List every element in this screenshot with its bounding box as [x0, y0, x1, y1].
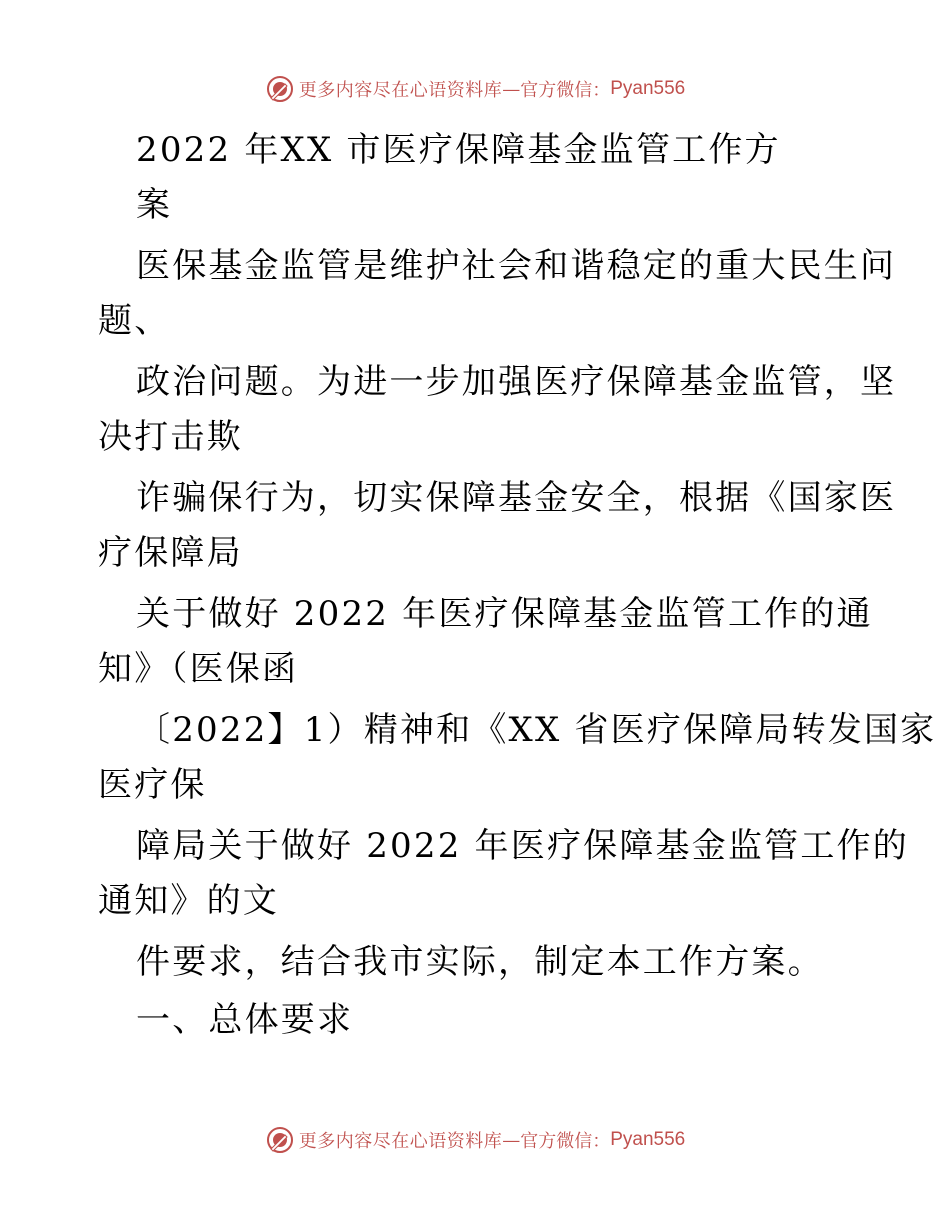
paragraph-line: 关于做好 2022 年医疗保障基金监管工作的通	[136, 594, 873, 634]
paragraph-line: 〔2022】1）精神和《XX 省医疗保障局转发国家	[136, 710, 937, 750]
watermark-text: 更多内容尽在心语资料库	[298, 80, 503, 101]
paragraph-line: 通知》的文	[98, 881, 279, 921]
watermark-wechat-id: Pyan556	[610, 78, 686, 99]
paragraph-line: 政治问题。为进一步加强医疗保障基金监管，坚	[136, 362, 897, 402]
pen-logo-icon	[265, 74, 295, 104]
paragraph-line: 医疗保	[98, 765, 207, 805]
watermark-separator: —	[502, 78, 521, 100]
watermark-wechat-label: 官方微信：	[520, 1131, 611, 1152]
paragraph-line: 知》（医保函	[98, 649, 299, 689]
section-heading: 一、总体要求	[136, 1000, 354, 1040]
paragraph-line: 件要求，结合我市实际，制定本工作方案。	[136, 942, 824, 982]
paragraph-line: 医保基金监管是维护社会和谐稳定的重大民生问	[136, 246, 897, 286]
paragraph-line: 疗保障局	[98, 533, 243, 573]
watermark-banner-bottom	[0, 1123, 950, 1157]
paragraph-line: 决打击欺	[98, 417, 243, 457]
paragraph-line: 题、	[98, 301, 171, 341]
watermark-text: 更多内容尽在心语资料库	[298, 1131, 503, 1152]
pen-logo-icon	[265, 1125, 295, 1155]
watermark-wechat-id: Pyan556	[610, 1129, 686, 1150]
watermark-banner-top	[0, 72, 950, 106]
paragraph-line: 诈骗保行为，切实保障基金安全，根据《国家医	[136, 478, 897, 518]
watermark-wechat-label: 官方微信：	[520, 80, 611, 101]
document-title-line-2: 案	[136, 185, 173, 225]
document-title-line-1: 2022 年XX 市医疗保障基金监管工作方	[136, 130, 781, 170]
paragraph-line: 障局关于做好 2022 年医疗保障基金监管工作的	[136, 826, 909, 866]
watermark-separator: —	[502, 1129, 521, 1151]
